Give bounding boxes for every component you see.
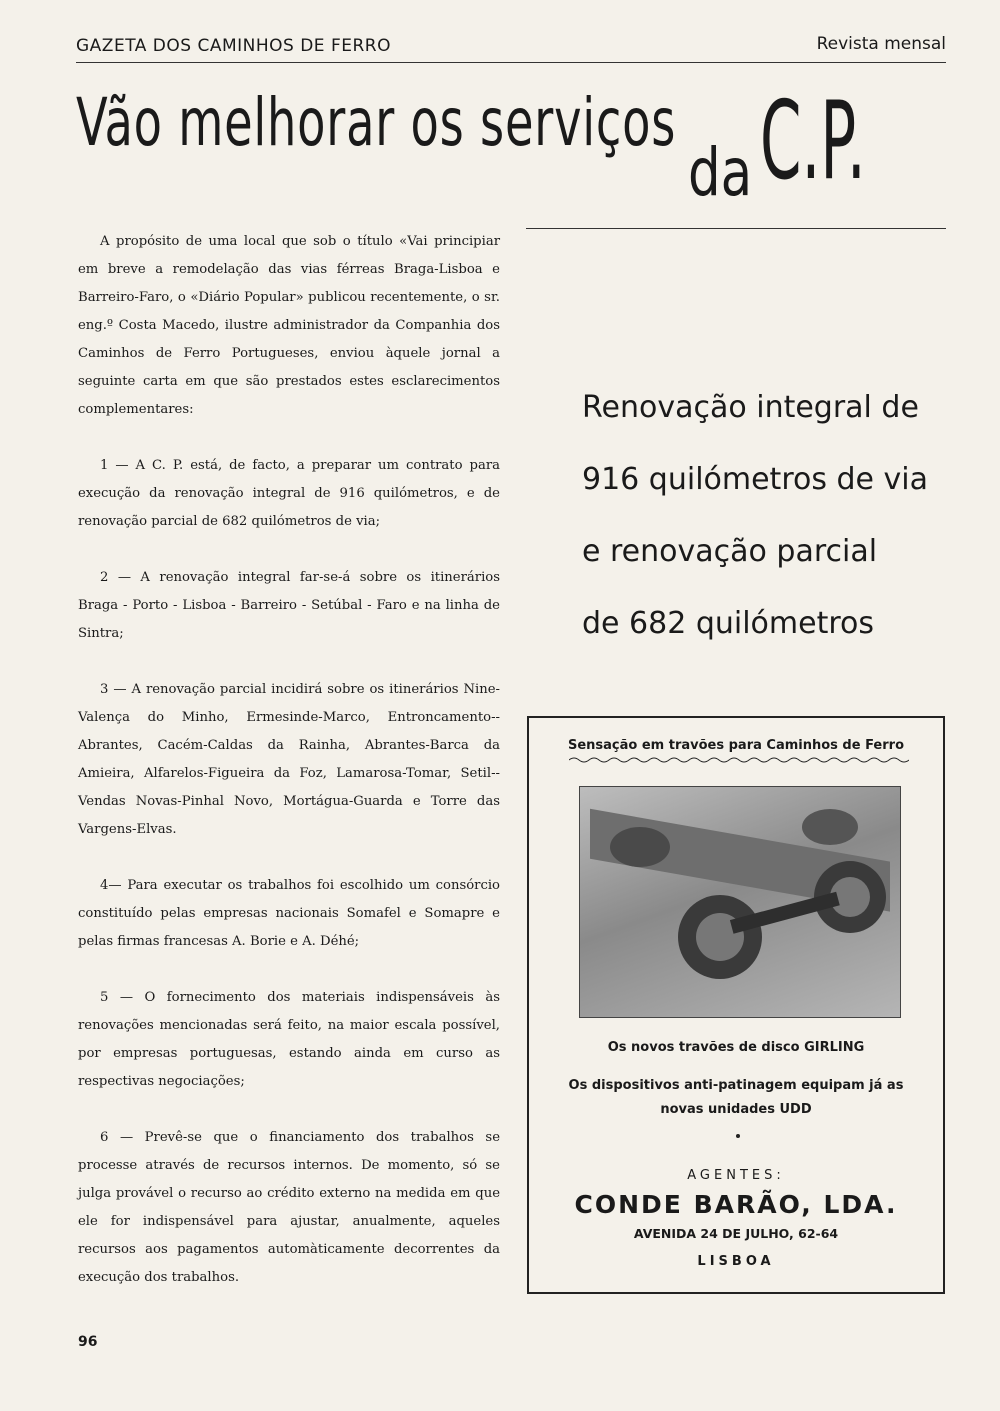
ad-city: LISBOA [697,1254,775,1269]
highlight-line-4: de 682 quilómetros [582,606,875,641]
highlight-line-1: Renovação integral de [582,390,919,425]
article-title-cp: C.P. [760,79,866,204]
point-5: 5 — O fornecimento dos materiais indispensáveis às renovações mencionadas será feito, na maior escala possível, por empresas portuguesas, estando ainda em curso as respectivas negociações; [78,990,500,1089]
point-1: 1 — A C. P. está, de facto, a preparar um contrato para execução da renovação integral de 916 quilómetros, e de renovação parcial de 682 quilómetros de via; [78,458,500,529]
article-title: Vão melhorar os serviços [76,84,677,161]
ad-caption-anti-skid [529,1074,943,1122]
publication-name: GAZETA DOS CAMINHOS DE FERRO [76,36,391,56]
ad-caption-girling: Os novos travões de disco GIRLING [607,1040,865,1055]
ad-address: AVENIDA 24 DE JULHO, 62-64 [633,1226,839,1241]
publication-subtitle: Revista mensal [816,34,946,54]
point-2: 2 — A renovação integral far-se-á sobre os itinerários Braga - Porto - Lisboa - Barreiro - Setúbal - Faro e na linha de Sintra; [78,570,500,641]
bullet-dot [736,1134,740,1138]
ad-agents-label: AGENTES: [687,1168,785,1183]
ad-title: Sensação em travões para Caminhos de Ferro [567,738,905,753]
point-3: 3 — A renovação parcial incidirá sobre os itinerários Nine-Valença do Minho, Ermesinde-Marco, Entroncamento--Abrantes, Cacém-Caldas da Rainha, Abrantes-Barca da Amieira, Alfarelos-Figueira da Foz, Lamarosa-Tomar, Setil--Vendas Novas-Pinhal Novo, Mortágua-Guarda e Torre das Vargens-Elvas. [78,682,500,837]
wavy-underline [569,756,909,764]
highlight-box [582,372,952,660]
point-6: 6 — Prevê-se que o financiamento dos trabalhos se processe através de recursos internos. De momento, só se julga provável o recurso ao crédito externo na medida em que ele for indispensável para ajustar, anualmente, aqueles recursos aos pagamentos automàticamente decorrentes da execução dos trabalhos. [78,1130,500,1285]
point-4: 4— Para executar os trabalhos foi escolhido um consórcio constituído pelas empresas nacionais Somafel e Somapre e pelas firmas francesas A. Borie e A. Déhé; [78,878,500,949]
ad-caption-line-2: novas unidades UDD [660,1102,812,1117]
highlight-line-2: 916 quilómetros de via [582,462,929,497]
bogie-illustration [580,787,900,1017]
article-title-da: da [688,134,753,211]
ad-company-name: CONDE BARÃO, LDA. [574,1190,898,1219]
page-header [76,36,946,63]
advertisement [527,716,945,1294]
ad-caption-line-1: Os dispositivos anti-patinagem equipam já as [568,1078,904,1093]
intro-paragraph: A propósito de uma local que sob o título «Vai principiar em breve a remodelação das vias férreas Braga-Lisboa e Barreiro-Faro, o «Diário Popular» publicou recentemente, o sr. eng.º Costa Macedo, ilustre administrador da Companhia dos Caminhos de Ferro Portugueses, enviou àquele jornal a seguinte carta em que são prestados estes esclarecimentos complementares: [78,234,500,417]
article-body [78,228,500,1292]
title-rule [526,228,946,229]
brake-bogie-photo [579,786,901,1018]
highlight-line-3: e renovação parcial [582,534,878,569]
page-number: 96 [78,1334,98,1350]
